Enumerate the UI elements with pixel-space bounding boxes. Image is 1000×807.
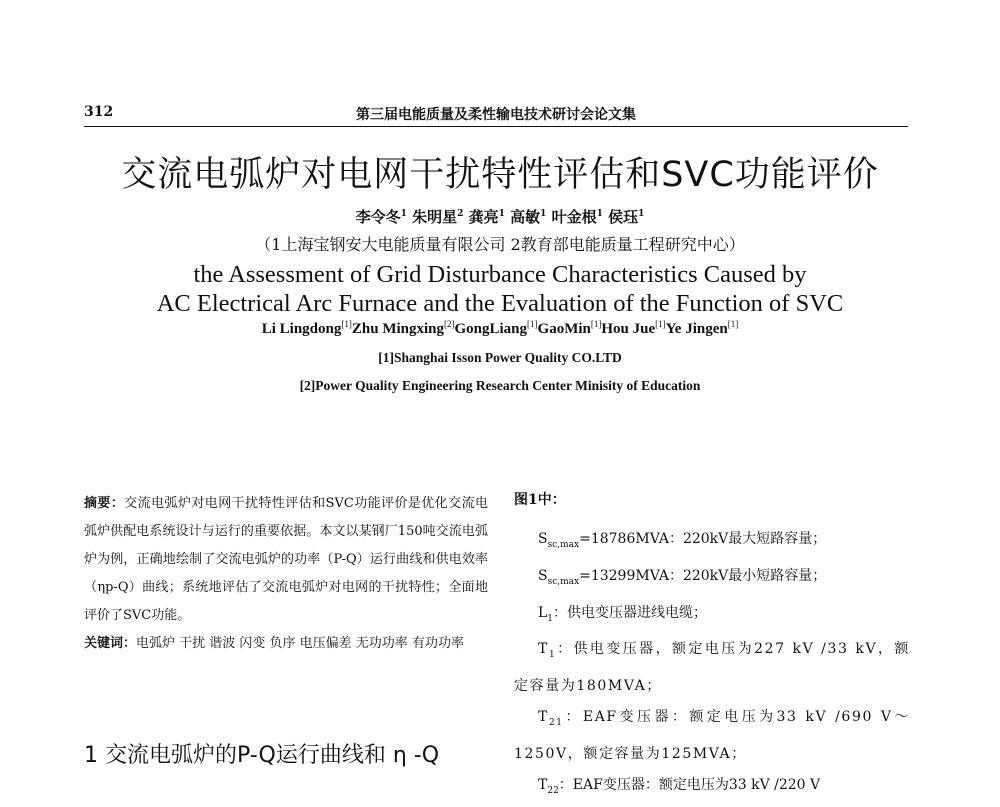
author-en: GongLiang	[454, 321, 528, 337]
authors-en	[0, 319, 1000, 338]
authors-cn	[0, 206, 1000, 227]
author-en-affil: [1]	[655, 319, 666, 329]
affiliation-en-2: [2]Power Quality Engineering Research Center Minisity of Education	[299, 378, 701, 393]
abstract-column	[84, 490, 488, 658]
abstract-label: 摘要：	[84, 496, 125, 511]
figure-note-item: $S_{sc,max}=18786MVA$：220kV最大短路容量；	[538, 531, 827, 550]
title-en-line-1: the Assessment of Grid Disturbance Characteristics Caused by	[193, 261, 807, 288]
keywords-label: 关键词：	[84, 636, 137, 651]
author-cn-affil: 1	[540, 209, 547, 219]
author-cn: 李令冬	[355, 208, 401, 226]
author-en: Li Lingdong	[261, 321, 342, 337]
figure-note-item: $S_{sc,max}=13299MVA$：220kV最小短路容量；	[538, 567, 827, 587]
title-en-line-2: AC Electrical Arc Furnace and the Evaluation of the Function of SVC	[156, 290, 844, 317]
affiliation-en-1: [1]Shanghai Isson Power Quality CO.LTD	[378, 350, 622, 365]
author-en-affil: [2]	[444, 319, 455, 329]
running-header	[84, 104, 908, 127]
author-cn: 叶金根	[551, 208, 597, 226]
figure-note-item: $T_{22}$：EAF变压器：额定电压为33 kV /220 V	[538, 776, 821, 796]
author-cn-affil: 1	[498, 209, 505, 219]
author-cn: 高敏	[510, 208, 541, 226]
author-cn: 侯珏	[608, 208, 639, 226]
author-en: Hou Jue	[601, 321, 656, 337]
author-cn-affil: 1	[638, 209, 645, 219]
journal-title: 第三届电能质量及柔性输电技术研讨会论文集	[356, 107, 636, 123]
author-cn: 朱明星	[412, 208, 458, 226]
author-cn-affil: 1	[596, 209, 603, 219]
author-en-affil: [1]	[590, 319, 602, 329]
section-heading: 1 交流电弧炉的P-Q运行曲线和 η -Q	[84, 743, 440, 768]
paper-title-cn: 交流电弧炉对电网干扰特性评估和SVC功能评价	[121, 155, 879, 195]
abstract-text: 交流电弧炉对电网干扰特性评估和SVC功能评价是优化交流电弧炉供配电系统设计与运行的重要依据。本文以某钢厂150吨交流电弧炉为例，正确地绘制了交流电弧炉的功率（P-Q）运行曲线和供电效率（ηp-Q）曲线；系统地评估了交流电弧炉对电网的干扰特性；全面地评价了SVC功能。	[84, 496, 488, 623]
figure-note-item: $T_1$：供电变压器，额定电压为227 kV /33 kV，额定容量为180MVA；	[514, 641, 910, 695]
page-number: 312	[84, 104, 114, 120]
author-en: Ye Jingen	[665, 321, 728, 337]
figure-note-item: $L_1$：供电变压器进线电缆；	[538, 604, 708, 624]
figure-notes-heading: 图1中：	[514, 492, 566, 508]
author-cn-affil: 1	[400, 209, 407, 219]
paper-title-en	[0, 260, 1000, 318]
figure-notes-column	[514, 489, 910, 807]
author-cn: 龚亮	[468, 208, 499, 226]
keywords-text: 电弧炉 干扰 谐波 闪变 负序 电压偏差 无功功率 有功功率	[136, 636, 464, 651]
author-en-affil: [1]	[527, 319, 538, 329]
author-en: GaoMin	[537, 321, 591, 337]
keywords	[84, 630, 488, 658]
abstract	[84, 490, 488, 630]
author-en: Zhu Mingxing	[351, 321, 444, 337]
author-en-affil: [1]	[341, 319, 352, 329]
author-en-affil: [1]	[727, 319, 739, 329]
affiliation-cn: （1上海宝钢安大电能质量有限公司 2教育部电能质量工程研究中心）	[255, 235, 745, 254]
author-cn-affil: 2	[457, 209, 464, 219]
figure-note-item: $T_{21}$：EAF变压器：额定电压为33 kV /690 V～1250V，额定容量为125MVA；	[514, 709, 910, 762]
